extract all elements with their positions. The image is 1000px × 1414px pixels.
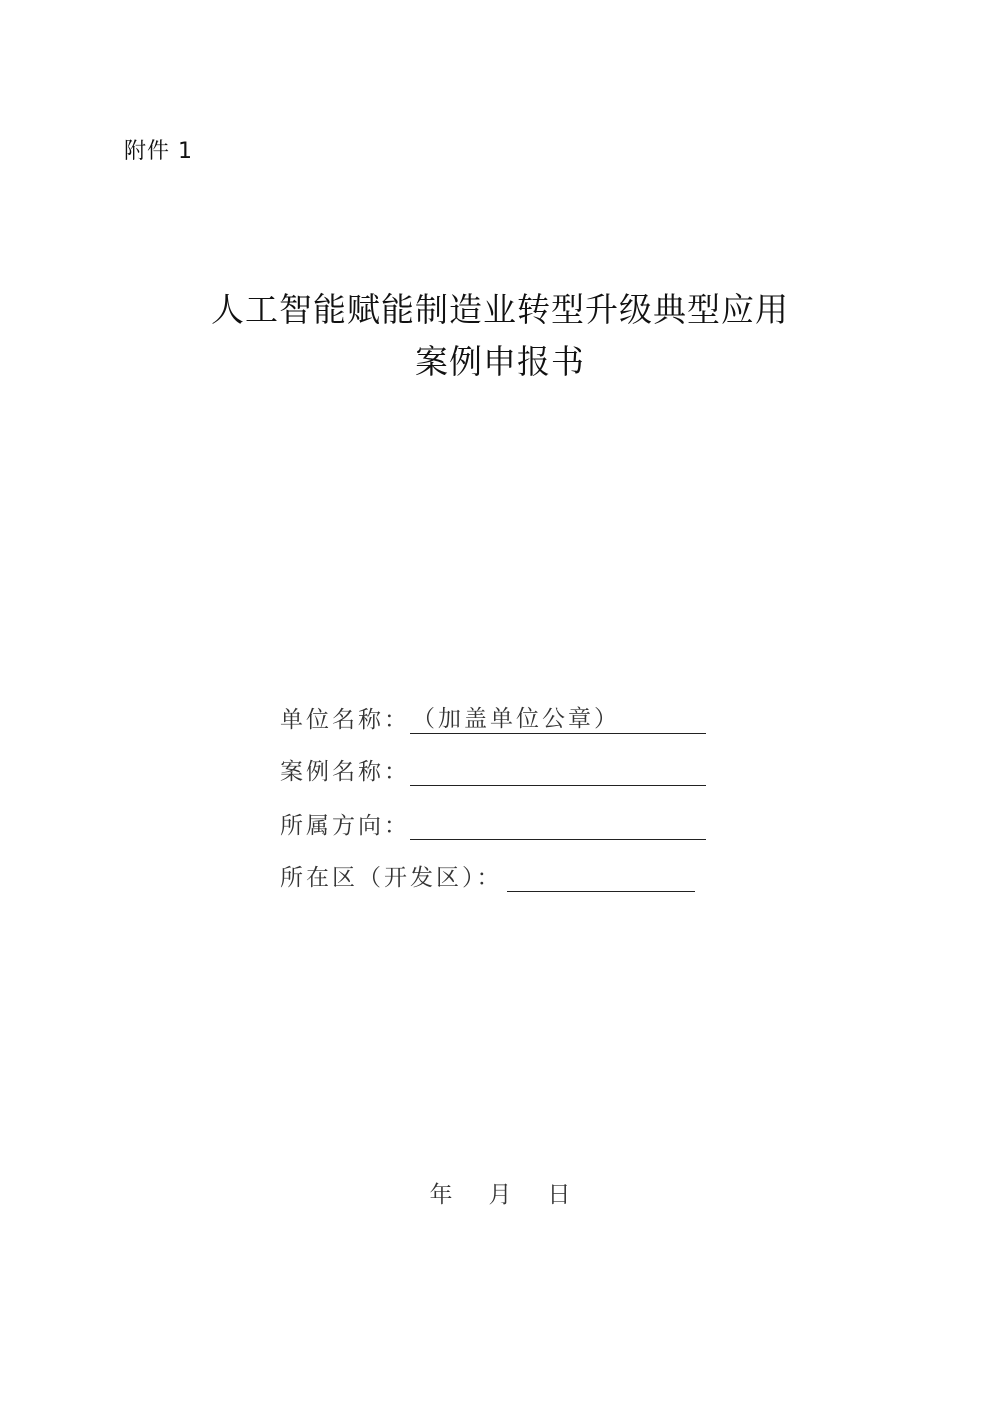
date-day: 日 [547,1182,571,1208]
field-direction-blank[interactable] [410,810,706,840]
field-unit-name [280,700,706,734]
field-unit-name-blank[interactable]: （加盖单位公章） [410,704,706,734]
field-district [280,858,695,892]
field-case-name-blank[interactable] [410,756,706,786]
field-district-blank[interactable] [507,862,695,892]
document-title-line-1: 人工智能赋能制造业转型升级典型应用 [211,290,789,329]
attachment-label: 附件 1 [124,139,193,164]
field-district-label: 所在区（开发区）： [280,865,503,891]
date-month: 月 [488,1182,512,1208]
document-title-line-2: 案例申报书 [415,342,585,381]
field-unit-name-label: 单位名称： [280,707,410,733]
field-case-name [280,752,706,786]
date-line [0,1176,1000,1209]
date-year: 年 [429,1182,453,1208]
field-direction [280,806,706,840]
field-direction-label: 所属方向： [280,813,410,839]
field-case-name-label: 案例名称： [280,759,410,785]
